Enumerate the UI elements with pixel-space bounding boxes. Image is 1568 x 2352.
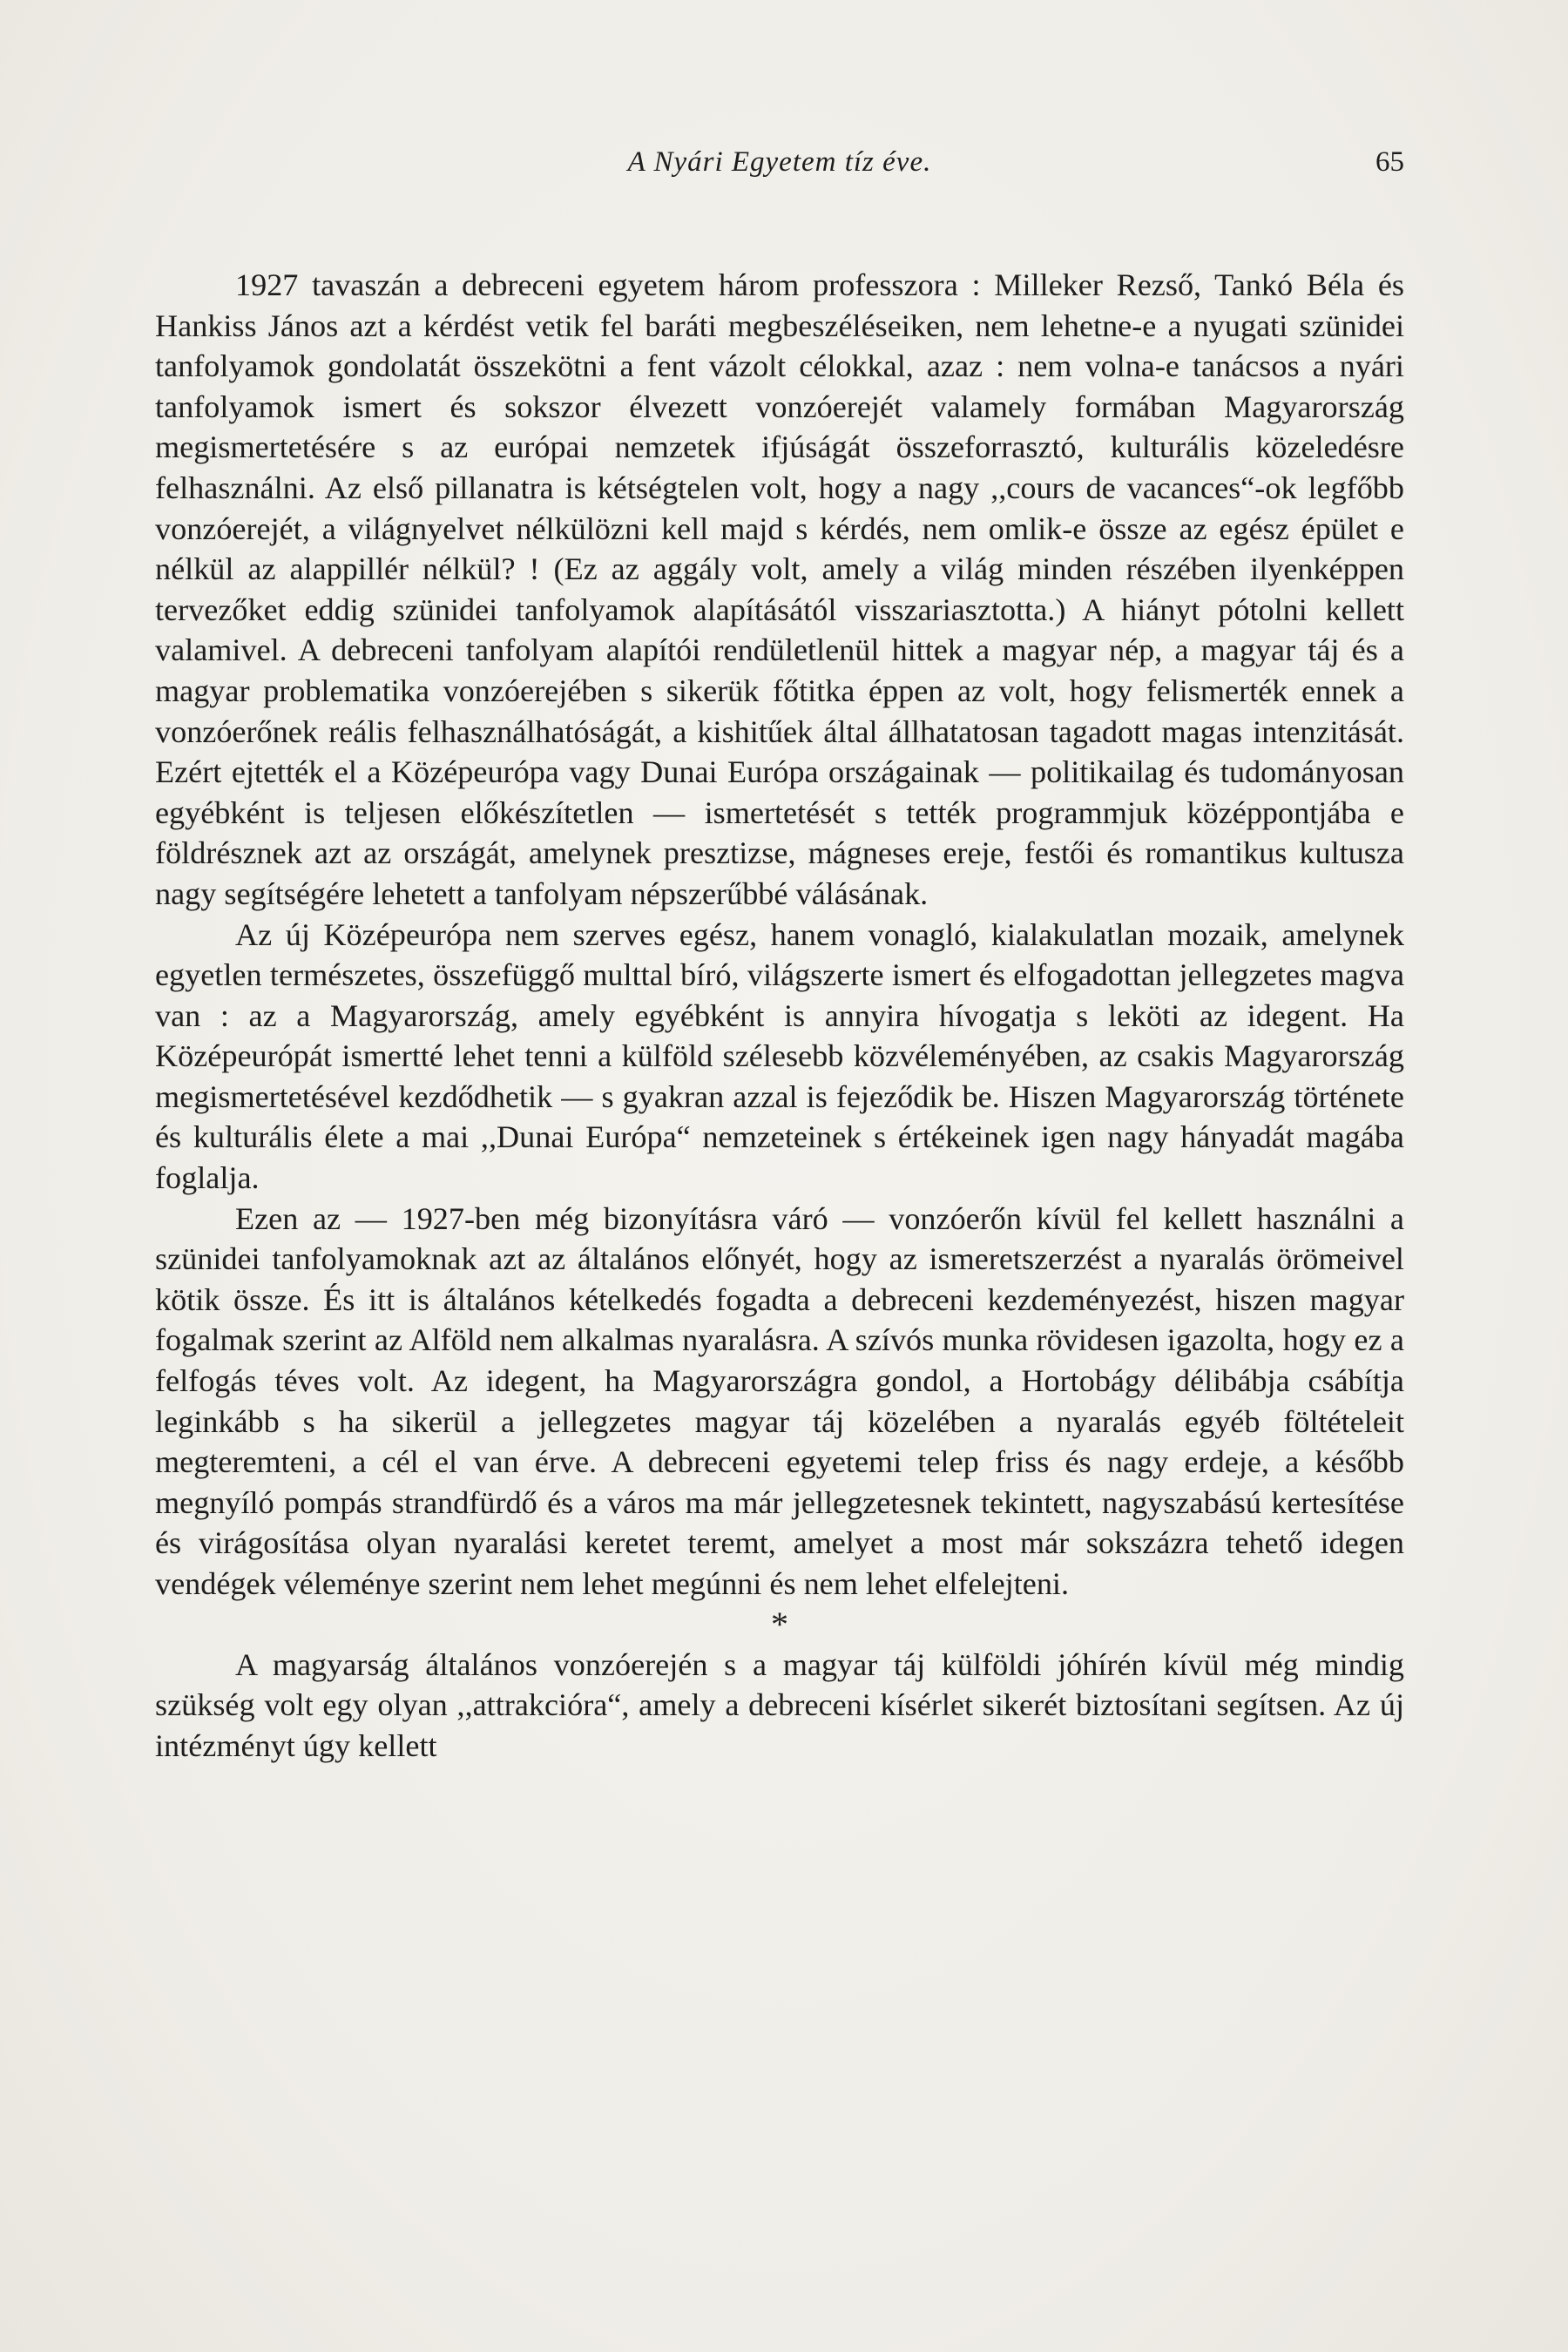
- paragraph-2: Az új Középeurópa nem szerves egész, hanem vonagló, kialakulatlan mozaik, amelynek egyetlen természetes, összefüggő multtal bíró, világszerte ismert és elfogadottan jellegzetes magva van : az a Magyarország, amely egyébként is annyira hívogatja s leköti az idegent. Ha Középeurópát ismertté lehet tenni a külföld szélesebb közvéleményében, az csakis Magyarország megismertetésével kezdődhetik — s gyakran azzal is fejeződik be. Hiszen Magyarország története és kulturális élete a mai ,,Dunai Európa“ nemzeteinek s értékeinek igen nagy hányadát magába foglalja.: [155, 916, 1404, 1196]
- running-title: A Nyári Egyetem tíz éve.: [627, 146, 932, 178]
- running-head: [155, 146, 1404, 185]
- paragraph-1: 1927 tavaszán a debreceni egyetem három professzora : Milleker Rezső, Tankó Béla és Hankiss János azt a kérdést vetik fel baráti megbeszéléseiken, nem lehetne-e a nyugati szünidei tanfolyamok gondolatát összekötni a fent vázolt célokkal, azaz : nem volna-e tanácsos a nyári tanfolyamok ismert és sokszor élvezett vonzóerejét valamely formában Magyarország megismertetésére s az európai nemzetek ifjúságát összeforrasztó, kulturális közeledésre felhasználni. Az első pillanatra is kétségtelen volt, hogy a nagy ,,cours de vacances“-ok legfőbb vonzóerejét, a világnyelvet nélkülözni kell majd s kérdés, nem omlik-e össze az egész épület e nélkül az alappillér nélkül? ! (Ez az aggály volt, amely a világ minden részében ilyenképpen tervezőket eddig szünidei tanfolyamok alapításától visszariasztotta.) A hiányt pótolni kellett valamivel. A debreceni tanfolyam alapítói rendületlenül hittek a magyar nép, a magyar táj és a magyar problematika vonzóerejében s sikerük főtitka éppen az volt, hogy felismerték ennek a vonzóerőnek reális felhasználhatóságát, a kishitűek által állhatatosan tagadott magas intenzitását. Ezért ejtették el a Középeurópa vagy Dunai Európa országainak — politikailag és tudományosan egyébként is teljesen előkészítetlen — ismertetését s tették programmjuk középpontjába e földrésznek azt az országát, amelynek presztizse, mágneses ereje, festői és romantikus kultusza nagy segítségére lehetett a tanfolyam népszerűbbé válásának.: [155, 267, 1404, 911]
- paragraph-4: A magyarság általános vonzóerején s a magyar táj külföldi jóhírén kívül még mindig szükség volt egy olyan ,,attrakcióra“, amely a debreceni kísérlet sikerét biztosítani segítsen. Az új intézményt úgy kellett: [155, 1646, 1404, 1763]
- body-text: [155, 265, 1404, 1766]
- page-number: 65: [1375, 146, 1404, 178]
- section-separator: *: [771, 1604, 788, 1644]
- paragraph-3: Ezen az — 1927-ben még bizonyításra váró — vonzóerőn kívül fel kellett használni a szünidei tanfolyamoknak azt az általános előnyét, hogy az ismeretszerzést a nyaralás örömeivel kötik össze. És itt is általános kételkedés fogadta a debreceni kezdeményezést, hiszen magyar fogalmak szerint az Alföld nem alkalmas nyaralásra. A szívós munka rövidesen igazolta, hogy ez a felfogás téves volt. Az idegent, ha Magyarországra gondol, a Hortobágy délibábja csábítja leginkább s ha sikerül a jellegzetes magyar táj közelében a nyaralás egyéb föltételeit megteremteni, a cél el van érve. A debreceni egyetemi telep friss és nagy erdeje, a később megnyíló pompás strandfürdő és a város ma már jellegzetesnek tekintett, nagyszabású kertesítése és virágosítása olyan nyaralási keretet teremt, amelyet a most már sokszázra tehető idegen vendégek véleménye szerint nem lehet megúnni és nem lehet elfelejteni.: [155, 1200, 1404, 1601]
